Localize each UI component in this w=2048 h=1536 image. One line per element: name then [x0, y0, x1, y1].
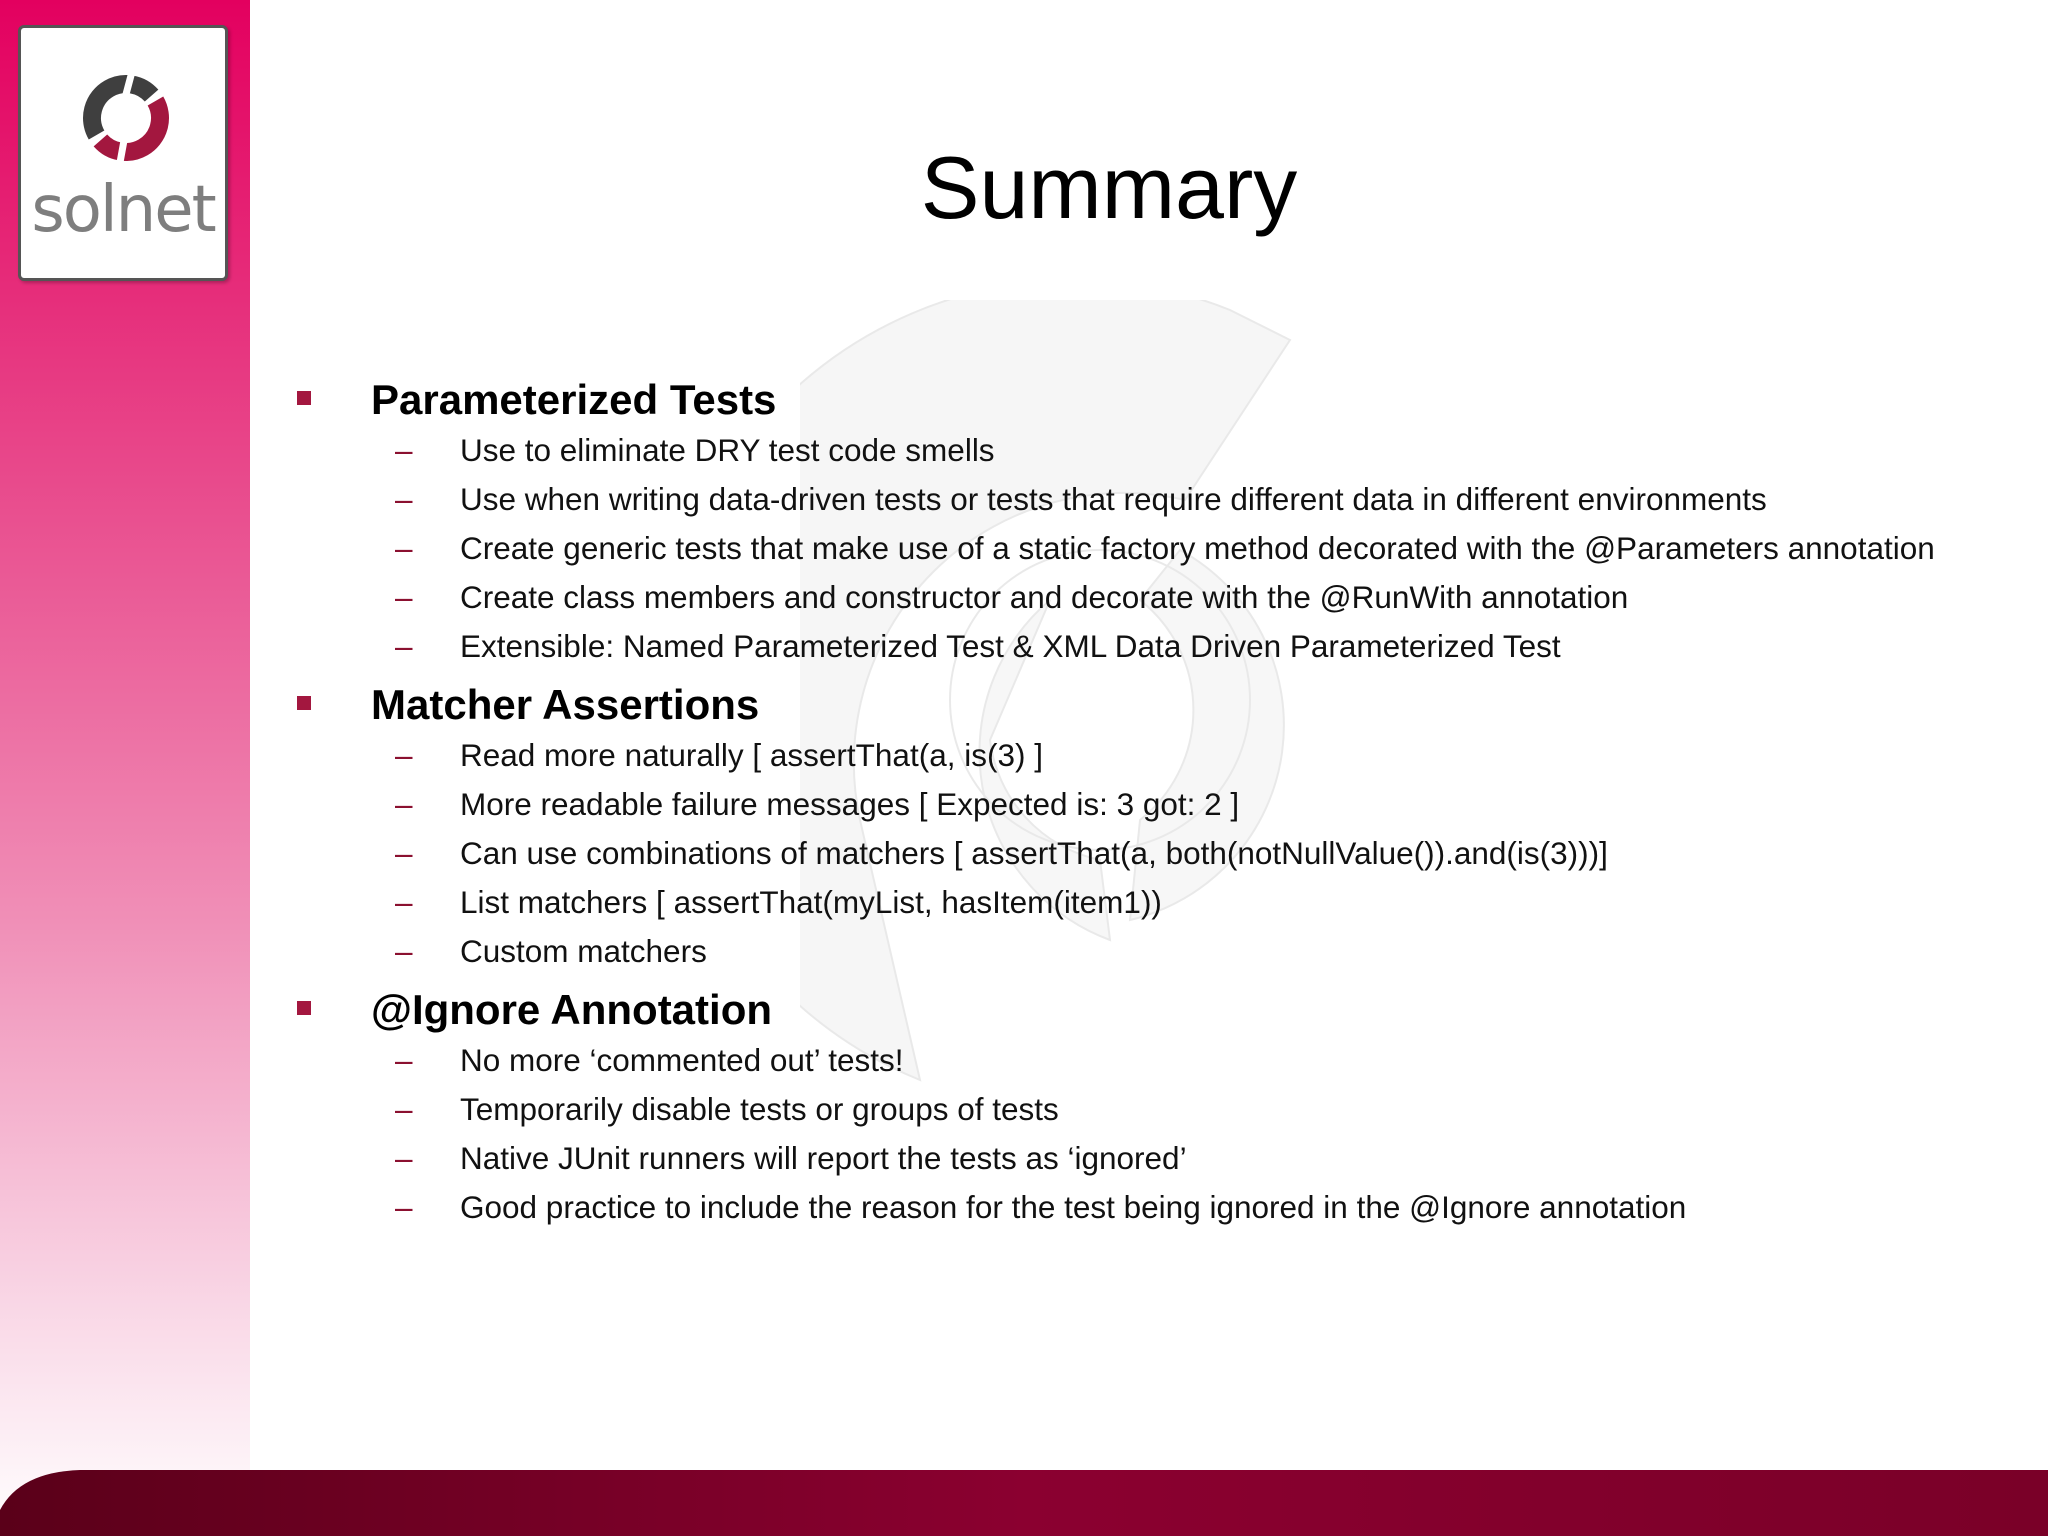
bullet-list [295, 735, 1955, 972]
solnet-logo-icon [81, 63, 171, 173]
list-item [295, 735, 1955, 776]
list-item-text: Good practice to include the reason for the test being ignored in the @Ignore annotation [460, 1189, 1687, 1225]
dash-bullet-icon: – [395, 481, 413, 517]
dash-bullet-icon: – [395, 1189, 413, 1225]
dash-bullet-icon: – [395, 1140, 413, 1176]
list-item-text: No more ‘commented out’ tests! [460, 1042, 904, 1078]
dash-bullet-icon: – [395, 835, 413, 871]
footer-swoosh [0, 1470, 2048, 1536]
list-item-text: Read more naturally [ assertThat(a, is(3) ] [460, 737, 1043, 773]
list-item [295, 1187, 1955, 1228]
list-item [295, 479, 1955, 520]
section-matcher-assertions [295, 675, 1955, 972]
dash-bullet-icon: – [395, 737, 413, 773]
list-item-text: Use to eliminate DRY test code smells [460, 432, 995, 468]
list-item [295, 833, 1955, 874]
dash-bullet-icon: – [395, 786, 413, 822]
list-item [295, 882, 1955, 923]
list-item-text: Can use combinations of matchers [ assertThat(a, both(notNullValue()).and(is(3)))] [460, 835, 1608, 871]
list-item [295, 1089, 1955, 1130]
dash-bullet-icon: – [395, 579, 413, 615]
list-item-text: Temporarily disable tests or groups of tests [460, 1091, 1059, 1127]
list-item-text: More readable failure messages [ Expected is: 3 got: 2 ] [460, 786, 1240, 822]
section-heading-text: @Ignore Annotation [371, 986, 773, 1033]
section-heading [295, 980, 1955, 1040]
dash-bullet-icon: – [395, 432, 413, 468]
section-heading-text: Parameterized Tests [371, 376, 777, 423]
list-item [295, 528, 1955, 569]
section-heading [295, 370, 1955, 430]
dash-bullet-icon: – [395, 1091, 413, 1127]
list-item-text: Native JUnit runners will report the tests as ‘ignored’ [460, 1140, 1187, 1176]
logo-text: solnet [31, 173, 215, 247]
dash-bullet-icon: – [395, 530, 413, 566]
logo [18, 25, 228, 281]
bullet-list [295, 1040, 1955, 1228]
list-item-text: List matchers [ assertThat(myList, hasItem(item1)) [460, 884, 1162, 920]
slide-title: Summary [920, 138, 1298, 237]
section-heading-text: Matcher Assertions [371, 681, 760, 728]
list-item-text: Use when writing data-driven tests or tests that require different data in different environments [460, 481, 1767, 517]
list-item-text: Extensible: Named Parameterized Test & XML Data Driven Parameterized Test [460, 628, 1561, 664]
square-bullet-icon [297, 391, 311, 405]
list-item [295, 931, 1955, 972]
list-item [295, 784, 1955, 825]
list-item-text: Custom matchers [460, 933, 707, 969]
list-item [295, 626, 1955, 667]
list-item-text: Create class members and constructor and decorate with the @RunWith annotation [460, 579, 1629, 615]
dash-bullet-icon: – [395, 628, 413, 664]
list-item [295, 1138, 1955, 1179]
list-item-text: Create generic tests that make use of a static factory method decorated with the @Parameters annotation [460, 530, 1935, 566]
square-bullet-icon [297, 1001, 311, 1015]
square-bullet-icon [297, 696, 311, 710]
section-ignore-annotation [295, 980, 1955, 1228]
list-item [295, 430, 1955, 471]
dash-bullet-icon: – [395, 884, 413, 920]
list-item [295, 577, 1955, 618]
dash-bullet-icon: – [395, 1042, 413, 1078]
dash-bullet-icon: – [395, 933, 413, 969]
list-item [295, 1040, 1955, 1081]
slide-content [295, 368, 1955, 1236]
bullet-list [295, 430, 1955, 667]
section-heading [295, 675, 1955, 735]
section-parameterized-tests [295, 370, 1955, 667]
